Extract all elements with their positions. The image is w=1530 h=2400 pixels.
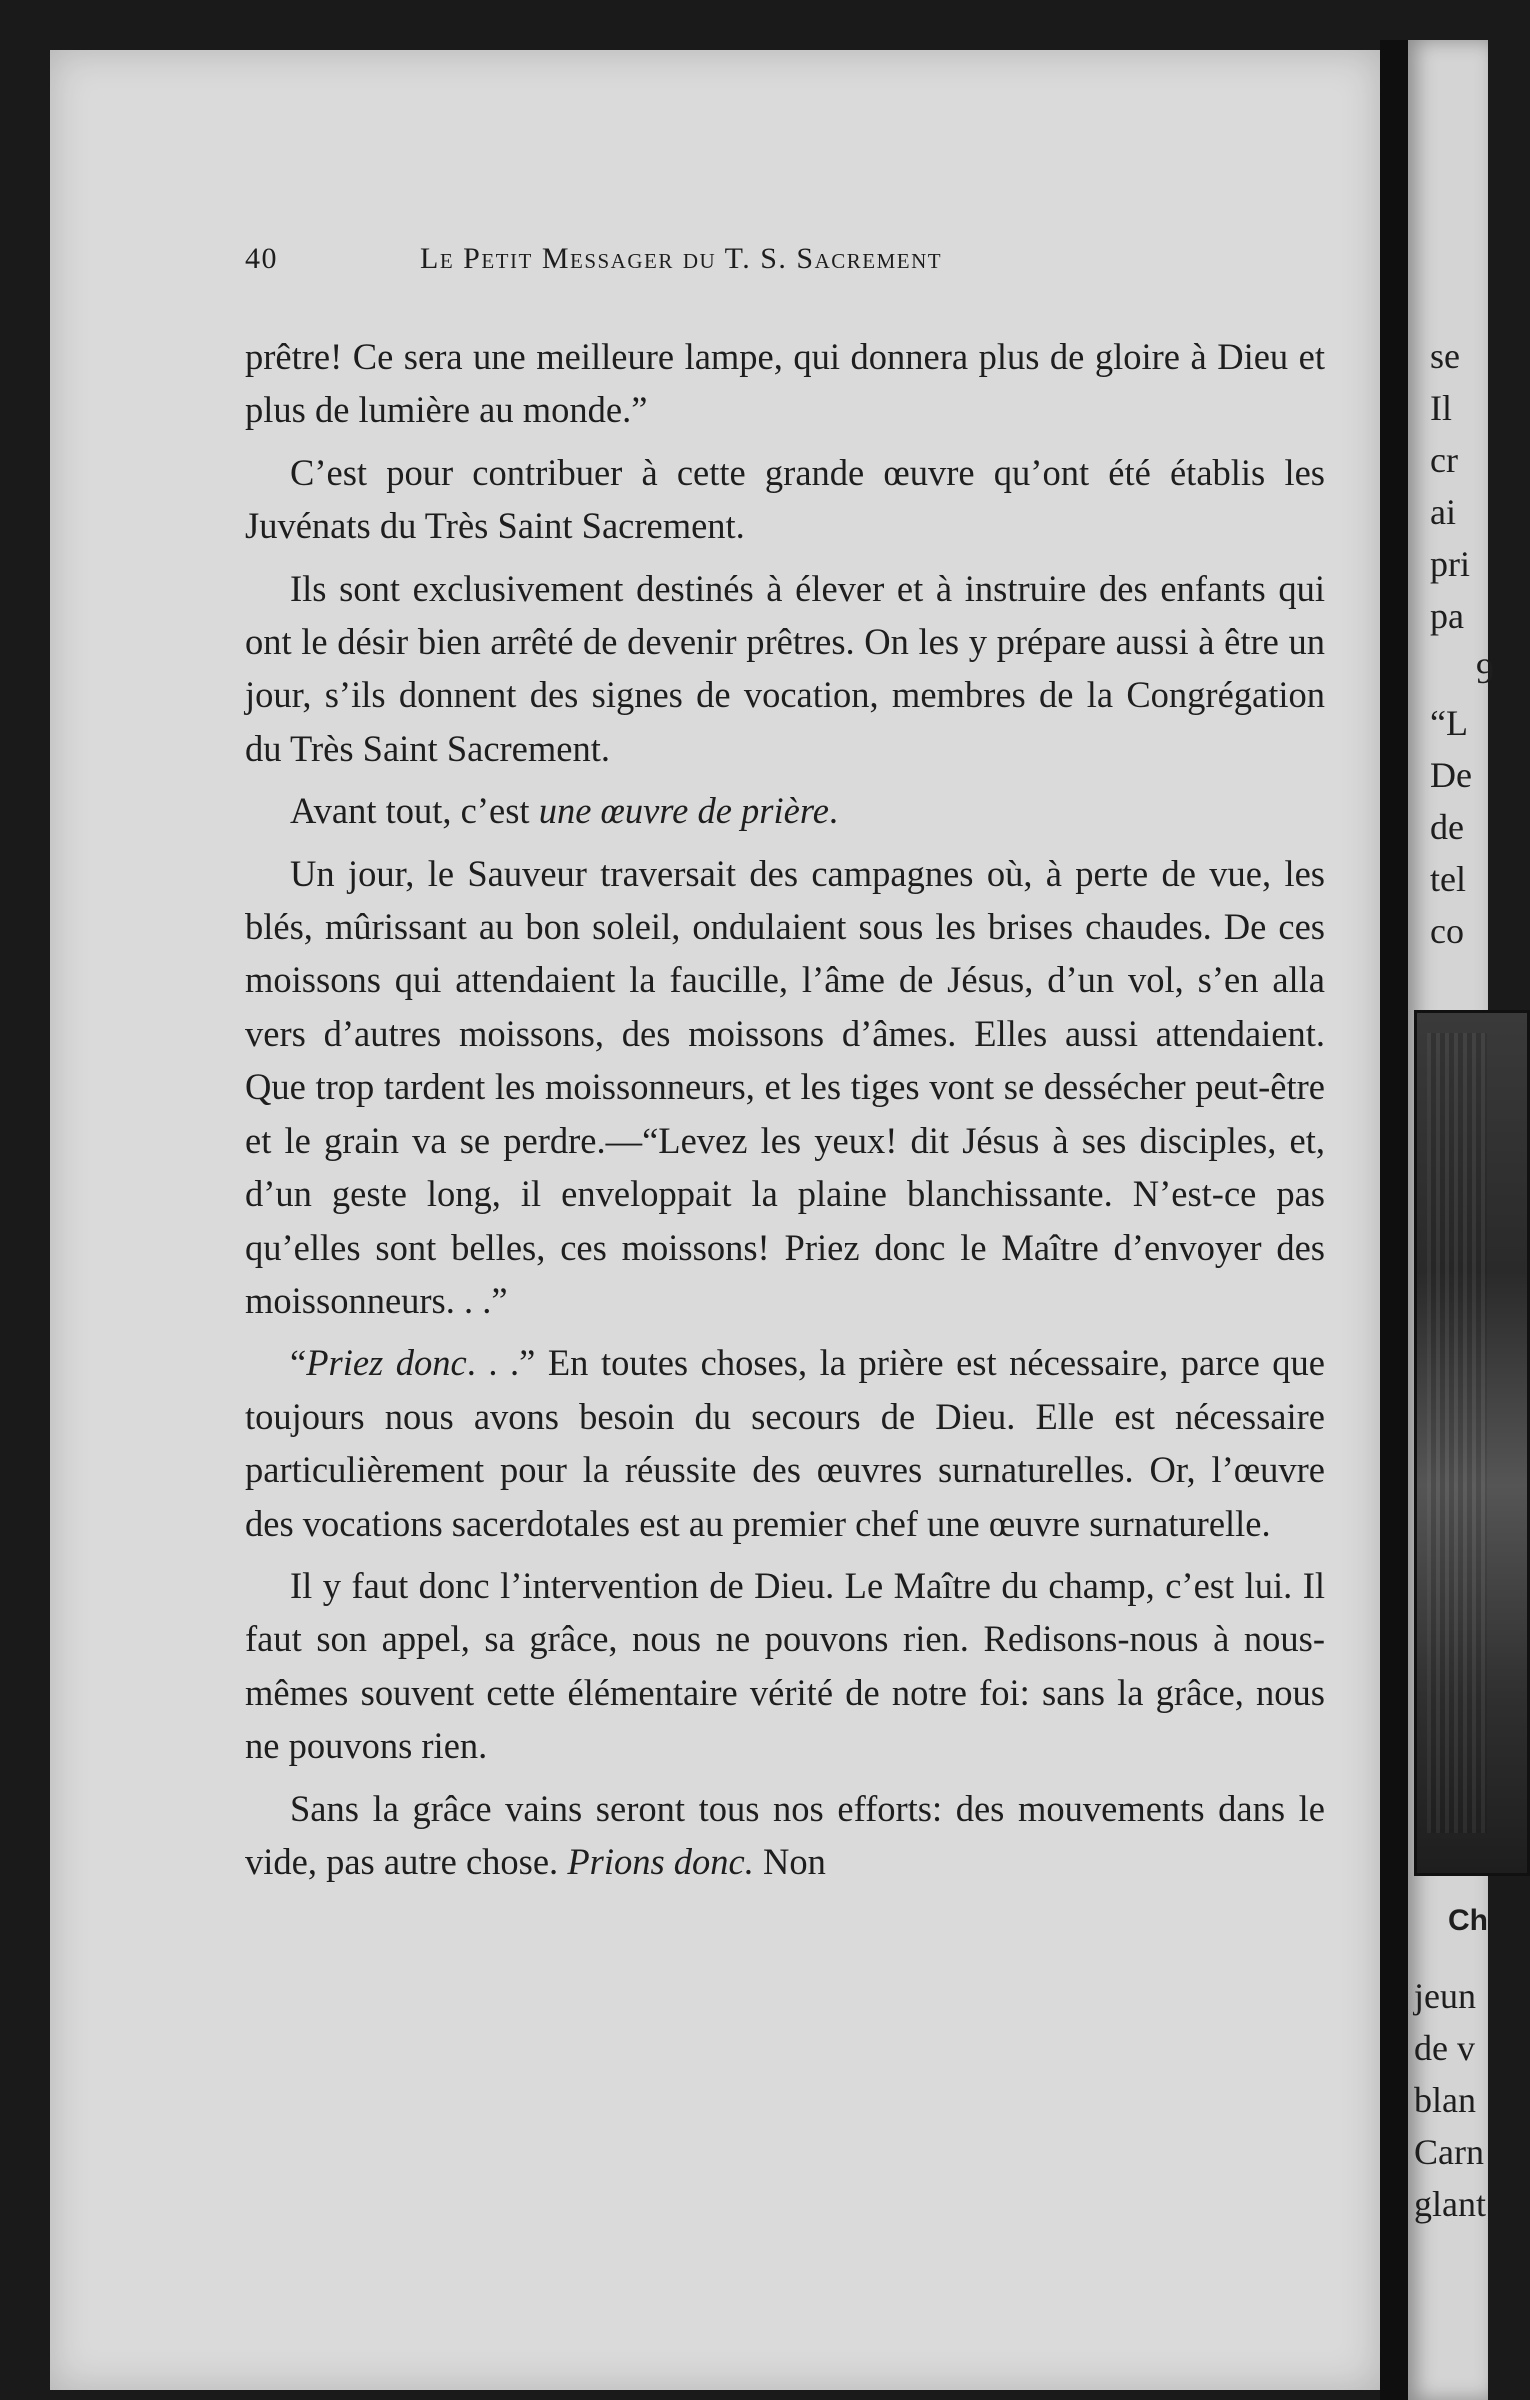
right-page-line: pa	[1430, 596, 1464, 636]
emphasis-text: Prions donc.	[567, 1840, 754, 1882]
right-page-line: ai	[1430, 492, 1456, 532]
right-page-partial	[1408, 40, 1494, 2400]
paragraph: Ils sont exclusivement destinés à élever et à instruire des enfants qui ont le désir bien arrêté de devenir prêtres. On les y prépare aussi à être un jour, s’ils donnent des signes de vocation, membres de la Congrégation du Très Saint Sacrement.	[245, 567, 1325, 769]
paragraph: Il y faut donc l’intervention de Dieu. Le Maître du champ, c’est lui. Il faut son appel, sa grâce, nous ne pouvons rien. Redisons-nous à nous-mêmes souvent cette élémentaire vérité de notre foi: sans la grâce, nous ne pouvons rien.	[245, 1564, 1325, 1767]
right-page-line: co	[1430, 911, 1464, 951]
right-page-caption: Ch	[1448, 1904, 1488, 1937]
right-page-line: de	[1430, 807, 1464, 847]
right-page-line: Carn	[1414, 2132, 1484, 2172]
right-page-photo	[1414, 1010, 1530, 1876]
right-page-line: “L	[1430, 703, 1468, 743]
paragraph-text: “	[290, 1342, 307, 1384]
paragraph-text: .	[828, 790, 839, 832]
emphasis-text: une œuvre de prière	[538, 790, 829, 832]
paragraph	[245, 1336, 1325, 1550]
right-page-line: se	[1430, 336, 1460, 376]
right-page-line: cr	[1430, 440, 1458, 480]
paragraph-text: Non	[753, 1840, 826, 1882]
paragraph: prêtre! Ce sera une meilleure lampe, qui donnera plus de gloire à Dieu et plus de lumière au monde.”	[245, 336, 1325, 431]
right-page-line: jeun	[1414, 1976, 1476, 2016]
emphasis-text: Priez donc	[306, 1342, 467, 1384]
body-text	[245, 330, 1325, 2230]
right-page-line: blan	[1414, 2080, 1476, 2120]
paragraph: Un jour, le Sauveur traversait des campagnes où, à perte de vue, les blés, mûrissant au bon soleil, ondulaient sous les brises chaudes. De ces moissons qui attendaient la faucille, l’âme de Jésus, d’un vol, s’en alla vers d’autres moissons, des moissons d’âmes. Elles aussi attendaient. Que trop tardent les moissonneurs, et les tiges vont se dessécher peut-être et le grain va se perdre.—“Levez les yeux! dit Jésus à ses disciples, et, d’un geste long, il enveloppait la plaine blanchissante. N’est-ce pas qu’elles sont belles, ces moissons! Priez donc le Maître d’envoyer des moissonneurs. . .”	[245, 852, 1325, 1321]
paragraph-text: Avant tout, c’est	[290, 790, 539, 832]
right-page-line: de v	[1414, 2028, 1475, 2068]
paragraph-text: Sans la grâce vains seront tous nos efforts: des mouvements dans le vide, pas autre chose.	[245, 1787, 1325, 1882]
book-gutter	[1380, 40, 1408, 2400]
paragraph-text: . . .” En toutes choses, la prière est nécessaire, parce que toujours nous avons besoin du secours de Dieu. Elle est nécessaire particulièrement pour la réussite des œuvres surnaturelles. Or, l’œuvre des vocations sacerdotales est au premier chef une œuvre surnaturelle.	[245, 1342, 1325, 1544]
right-page-line: Il	[1430, 388, 1452, 428]
right-page-line: tel	[1430, 859, 1466, 899]
page-number: 40	[245, 242, 278, 275]
right-page-line: De	[1430, 755, 1472, 795]
right-page-line: pri	[1430, 544, 1470, 584]
right-page-line: 9	[1476, 651, 1494, 691]
paragraph	[245, 1782, 1325, 1889]
running-title: Le Petit Messager du T. S. Sacrement	[420, 242, 943, 275]
right-page-line: glant	[1414, 2184, 1486, 2224]
paragraph: C’est pour contribuer à cette grande œuvre qu’ont été établis les Juvénats du Très Saint Sacrement.	[245, 451, 1325, 547]
running-header	[245, 242, 1145, 282]
paragraph	[245, 784, 1325, 837]
